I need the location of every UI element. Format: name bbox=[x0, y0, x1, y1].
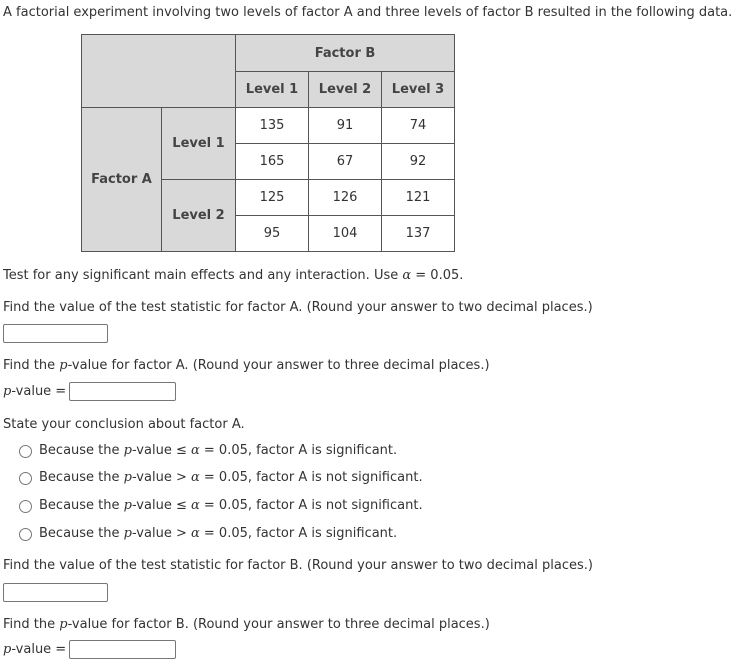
intro-text: A factorial experiment involving two levels of factor A and three levels of factor B resulted in the following data. bbox=[3, 5, 733, 20]
p-symbol: p bbox=[123, 498, 132, 513]
option-4-label[interactable] bbox=[39, 526, 397, 541]
alpha-symbol: α bbox=[190, 498, 200, 513]
p-symbol: p bbox=[3, 642, 12, 657]
p-symbol: p bbox=[123, 443, 132, 458]
pvalue-label-rest: -value = bbox=[11, 642, 67, 657]
option-1-label[interactable] bbox=[39, 443, 397, 458]
instruction-post: = 0.05. bbox=[411, 268, 464, 283]
table-cell: 121 bbox=[382, 180, 455, 216]
question-pvalue-a bbox=[3, 358, 490, 373]
col-level-1: Level 1 bbox=[236, 72, 309, 108]
table-cell: 95 bbox=[236, 216, 309, 252]
p-symbol: p bbox=[59, 358, 68, 373]
table-cell: 125 bbox=[236, 180, 309, 216]
table-cell: 126 bbox=[309, 180, 382, 216]
alpha-symbol: α bbox=[190, 470, 200, 485]
stat-a-input[interactable] bbox=[3, 324, 108, 343]
table-cell: 137 bbox=[382, 216, 455, 252]
table-cell: 74 bbox=[382, 108, 455, 144]
question-stat-b: Find the value of the test statistic for factor B. (Round your answer to two decimal places.) bbox=[3, 558, 593, 573]
pvalue-b-label bbox=[3, 642, 66, 657]
table-cell: 67 bbox=[309, 144, 382, 180]
radio-option-1[interactable] bbox=[19, 445, 32, 458]
q4-post: -value for factor B. (Round your answer to three decimal places.) bbox=[67, 617, 490, 632]
instruction-text bbox=[3, 268, 463, 283]
opt-pre: Because the bbox=[39, 443, 124, 458]
option-3-label[interactable] bbox=[39, 498, 423, 513]
pvalue-a-input[interactable] bbox=[69, 382, 176, 401]
q2-post: -value for factor A. (Round your answer to three decimal places.) bbox=[67, 358, 490, 373]
opt-post: = 0.05, factor A is not significant. bbox=[199, 470, 423, 485]
radio-option-4[interactable] bbox=[19, 528, 32, 541]
opt-post: = 0.05, factor A is significant. bbox=[199, 443, 398, 458]
stat-b-input[interactable] bbox=[3, 583, 108, 602]
question-stat-a: Find the value of the test statistic for factor A. (Round your answer to two decimal places.) bbox=[3, 300, 593, 315]
conclusion-prompt: State your conclusion about factor A. bbox=[3, 417, 245, 432]
opt-pre: Because the bbox=[39, 498, 124, 513]
radio-option-2[interactable] bbox=[19, 472, 32, 485]
opt-mid: -value ≤ bbox=[131, 443, 191, 458]
opt-mid: -value > bbox=[131, 526, 191, 541]
factor-b-header: Factor B bbox=[236, 35, 455, 72]
table-corner bbox=[82, 35, 236, 108]
alpha-symbol: α bbox=[190, 443, 200, 458]
opt-pre: Because the bbox=[39, 470, 124, 485]
table-cell: 92 bbox=[382, 144, 455, 180]
option-2-label[interactable] bbox=[39, 470, 423, 485]
p-symbol: p bbox=[123, 526, 132, 541]
alpha-symbol: α bbox=[402, 268, 412, 283]
pvalue-b-input[interactable] bbox=[69, 640, 176, 659]
opt-pre: Because the bbox=[39, 526, 124, 541]
col-level-2: Level 2 bbox=[309, 72, 382, 108]
radio-option-3[interactable] bbox=[19, 500, 32, 513]
opt-mid: -value > bbox=[131, 470, 191, 485]
pvalue-a-label bbox=[3, 384, 66, 399]
table-cell: 135 bbox=[236, 108, 309, 144]
factor-a-header: Factor A bbox=[82, 108, 162, 252]
opt-post: = 0.05, factor A is not significant. bbox=[199, 498, 423, 513]
row-level-2: Level 2 bbox=[162, 180, 236, 252]
p-symbol: p bbox=[3, 384, 12, 399]
opt-mid: -value ≤ bbox=[131, 498, 191, 513]
pvalue-label-rest: -value = bbox=[11, 384, 67, 399]
question-pvalue-b bbox=[3, 617, 490, 632]
instruction-pre: Test for any significant main effects and any interaction. Use bbox=[3, 268, 403, 283]
q2-pre: Find the bbox=[3, 358, 60, 373]
p-symbol: p bbox=[123, 470, 132, 485]
col-level-3: Level 3 bbox=[382, 72, 455, 108]
p-symbol: p bbox=[59, 617, 68, 632]
alpha-symbol: α bbox=[190, 526, 200, 541]
row-level-1: Level 1 bbox=[162, 108, 236, 180]
table-cell: 91 bbox=[309, 108, 382, 144]
table-cell: 165 bbox=[236, 144, 309, 180]
table-cell: 104 bbox=[309, 216, 382, 252]
data-table bbox=[81, 34, 455, 252]
opt-post: = 0.05, factor A is significant. bbox=[199, 526, 398, 541]
q4-pre: Find the bbox=[3, 617, 60, 632]
